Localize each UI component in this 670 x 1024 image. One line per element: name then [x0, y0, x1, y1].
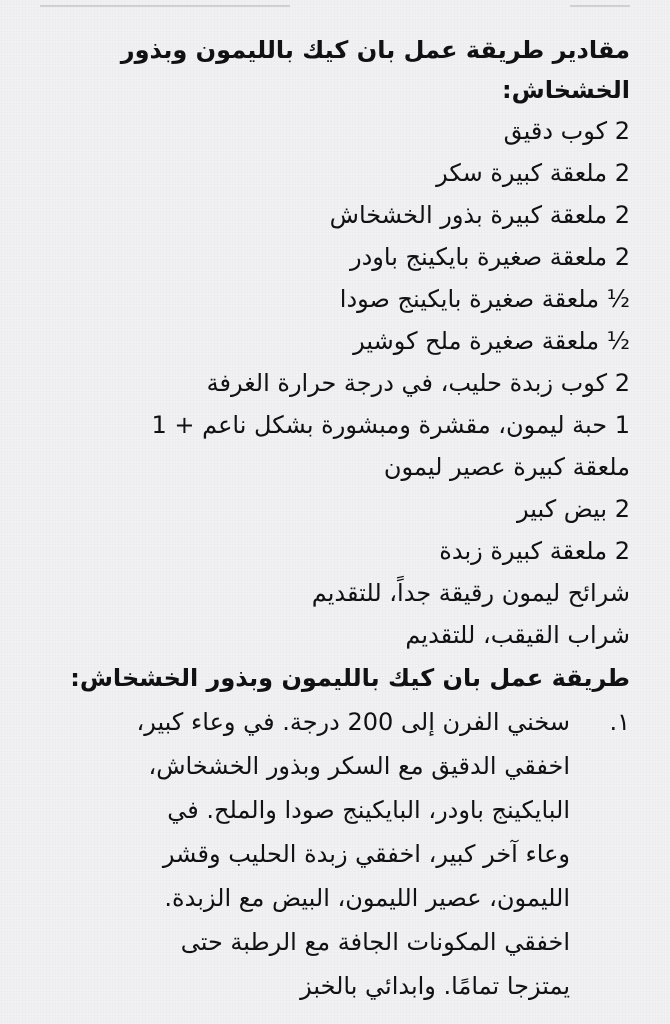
- step-line: سخني الفرن إلى 200 درجة. في وعاء كبير،: [136, 708, 570, 736]
- step-line: البايكينج باودر، البايكينج صودا والملح. في: [167, 796, 570, 824]
- ingredient-line: شرائح ليمون رقيقة جداً، للتقديم: [311, 579, 630, 607]
- method-step: [30, 700, 630, 1008]
- ingredient-line: 2 ملعقة كبيرة زبدة: [439, 537, 630, 565]
- top-divider: [570, 5, 630, 7]
- ingredients-list: [30, 110, 630, 656]
- ingredient-line: ملعقة كبيرة عصير ليمون: [383, 453, 630, 481]
- step-line: وعاء آخر كبير، اخفقي زبدة الحليب وقشر: [162, 840, 570, 868]
- ingredient-line: 1 حبة ليمون، مقشرة ومبشورة بشكل ناعم + 1: [151, 411, 630, 439]
- ingredient-line: 2 ملعقة صغيرة بايكينج باودر: [350, 243, 630, 271]
- ingredient-line: 2 ملعقة كبيرة بذور الخشخاش: [329, 201, 630, 229]
- step-line: الليمون، عصير الليمون، البيض مع الزبدة.: [164, 884, 570, 912]
- step-text: [30, 700, 570, 1008]
- step-number: ١.: [609, 708, 630, 736]
- title-line: مقادير طريقة عمل بان كيك بالليمون وبذور: [120, 36, 630, 64]
- note-body[interactable]: [30, 30, 630, 1008]
- ingredient-line: ½ ملعقة صغيرة بايكينج صودا: [339, 285, 630, 313]
- ingredient-line: 2 بيض كبير: [516, 495, 630, 523]
- ingredient-line: 2 ملعقة كبيرة سكر: [436, 159, 630, 187]
- step-line: يمتزجا تمامًا. وابدائي بالخبز: [300, 972, 570, 1000]
- ingredient-line: 2 كوب زبدة حليب، في درجة حرارة الغرفة: [206, 369, 630, 397]
- step-line: اخفقي المكونات الجافة مع الرطبة حتى: [180, 928, 570, 956]
- ingredient-line: 2 كوب دقيق: [503, 117, 630, 145]
- ingredients-title: [30, 30, 630, 110]
- ingredient-line: ½ ملعقة صغيرة ملح كوشير: [353, 327, 630, 355]
- title-line: الخشخاش:: [502, 76, 630, 104]
- method-heading: طريقة عمل بان كيك بالليمون وبذور الخشخاش:: [70, 664, 630, 692]
- step-line: اخفقي الدقيق مع السكر وبذور الخشخاش،: [148, 752, 570, 780]
- ingredient-line: شراب القيقب، للتقديم: [405, 621, 630, 649]
- top-divider: [40, 5, 290, 7]
